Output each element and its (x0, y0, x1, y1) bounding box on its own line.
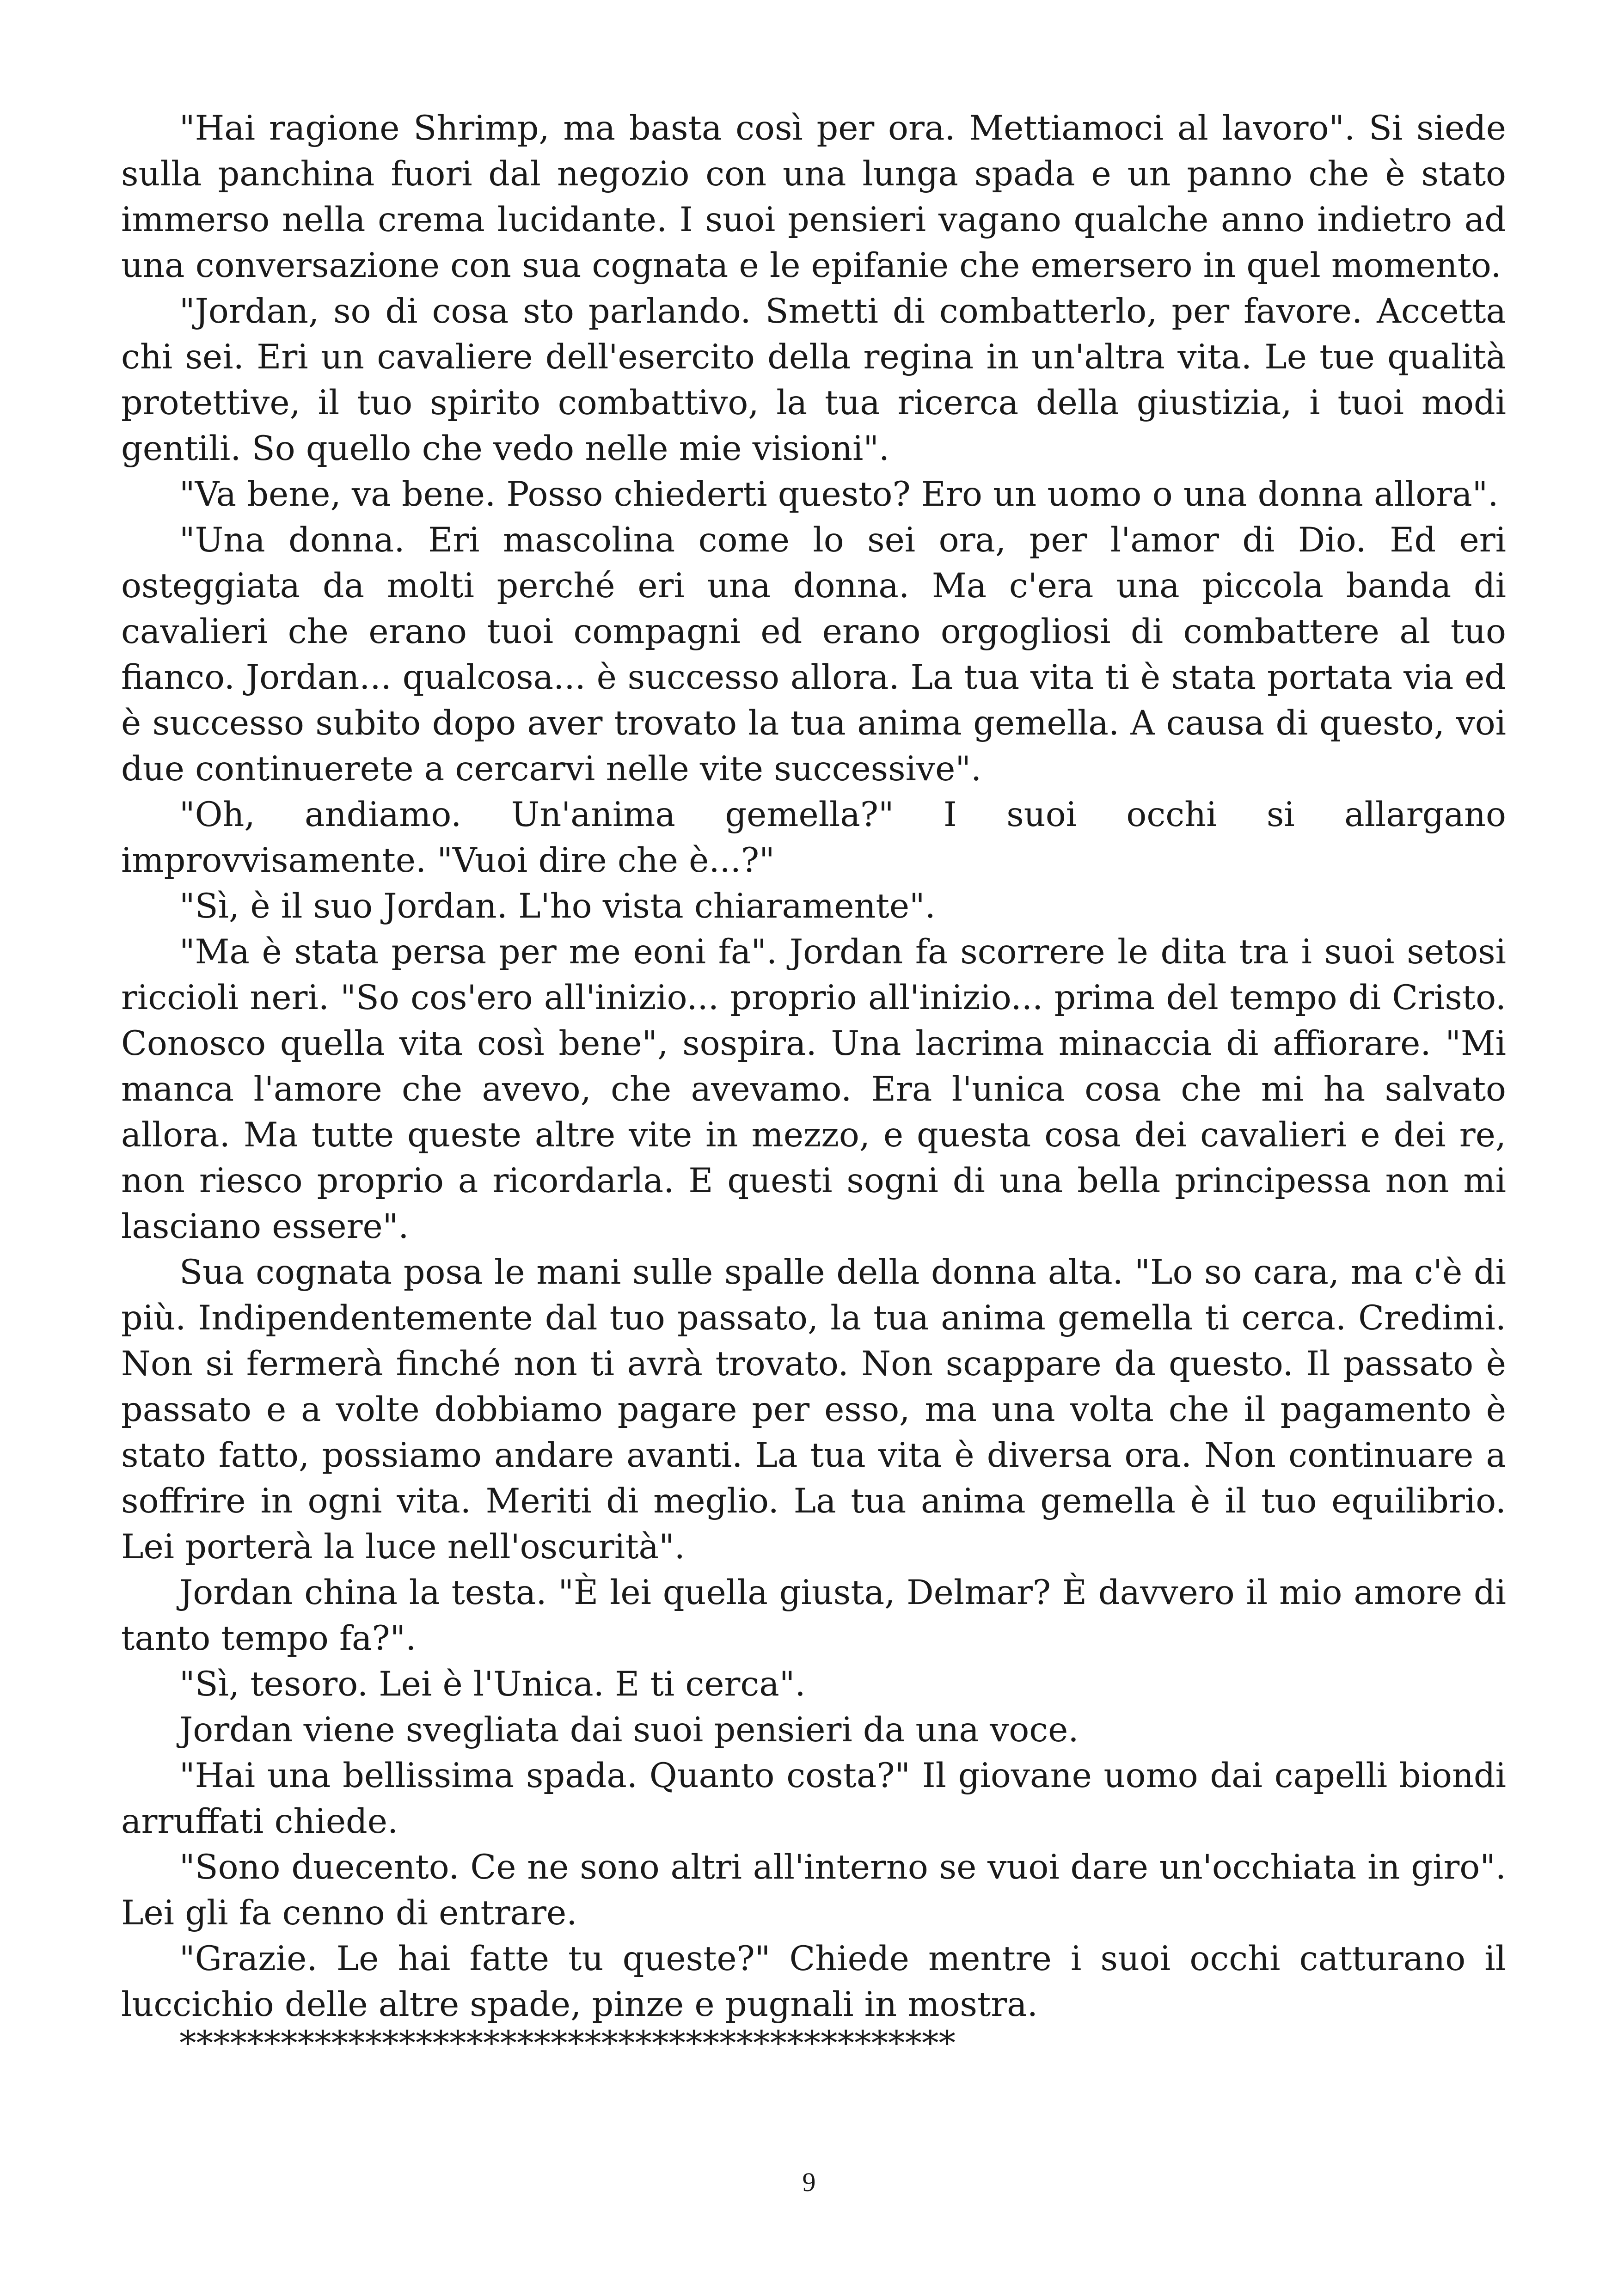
paragraph: "Sono duecento. Ce ne sono altri all'interno se vuoi dare un'occhiata in giro". Lei gli fa cenno di entrare. (121, 1848, 1506, 1933)
page-number: 9 (802, 2167, 816, 2197)
paragraph: "Sì, è il suo Jordan. L'ho vista chiaramente". (179, 887, 936, 926)
paragraph: "Oh, andiamo. Un'anima gemella?" I suoi occhi si allargano improvvisamente. "Vuoi dire che è...?" (121, 795, 1506, 880)
paragraph: "Va bene, va bene. Posso chiederti questo? Ero un uomo o una donna allora". (179, 475, 1499, 514)
paragraph: "Sì, tesoro. Lei è l'Unica. E ti cerca". (179, 1665, 806, 1704)
paragraph: Sua cognata posa le mani sulle spalle della donna alta. "Lo so cara, ma c'è di più. Indipendentemente dal tuo passato, la tua anima gemella ti cerca. Credimi. Non si fermerà finché non ti avrà trovato. Non scappare da questo. Il passato è passato e a volte dobbiamo pagare per esso, ma una volta che il pagamento è stato fatto, possiamo andare avanti. La tua vita è diversa ora. Non continuare a soffrire in ogni vita. Meriti di meglio. La tua anima gemella è il tuo equilibrio. Lei porterà la luce nell'oscurità". (121, 1253, 1506, 1567)
paragraph: "Una donna. Eri mascolina come lo sei ora, per l'amor di Dio. Ed eri osteggiata da molti perché eri una donna. Ma c'era una piccola banda di cavalieri che erano tuoi compagni ed erano orgogliosi di combattere al tuo fianco. Jordan... qualcosa... è successo allora. La tua vita ti è stata portata via ed è successo subito dopo aver trovato la tua anima gemella. A causa di questo, voi due continuerete a cercarvi nelle vite successive". (121, 520, 1506, 789)
paragraph: "Ma è stata persa per me eoni fa". Jordan fa scorrere le dita tra i suoi setosi riccioli neri. "So cos'ero all'inizio... proprio all'inizio... prima del tempo di Cristo. Conosco quella vita così bene", sospira. Una lacrima minaccia di affiorare. "Mi manca l'amore che avevo, che avevamo. Era l'unica cosa che mi ha salvato allora. Ma tutte queste altre vite in mezzo, e questa cosa dei cavalieri e dei re, non riesco proprio a ricordarla. E questi sogni di una bella principessa non mi lasciano essere". (121, 932, 1506, 1246)
paragraph: Jordan china la testa. "È lei quella giusta, Delmar? È davvero il mio amore di tanto tempo fa?". (121, 1573, 1506, 1658)
paragraph: "Hai ragione Shrimp, ma basta così per ora. Mettiamoci al lavoro". Si siede sulla panchina fuori dal negozio con una lunga spada e un panno che è stato immerso nella crema lucidante. I suoi pensieri vagano qualche anno indietro ad una conversazione con sua cognata e le epifanie che emersero in quel momento. (121, 109, 1506, 285)
scene-separator: ********************************************** (179, 2027, 956, 2060)
paragraph: Jordan viene svegliata dai suoi pensieri da una voce. (179, 1710, 1079, 1750)
body-text (121, 105, 1506, 2060)
paragraph: "Grazie. Le hai fatte tu queste?" Chiede mentre i suoi occhi catturano il luccichio delle altre spade, pinze e pugnali in mostra. (121, 1939, 1506, 2024)
paragraph: "Hai una bellissima spada. Quanto costa?" Il giovane uomo dai capelli biondi arruffati chiede. (121, 1756, 1506, 1841)
paragraph: "Jordan, so di cosa sto parlando. Smetti di combatterlo, per favore. Accetta chi sei. Eri un cavaliere dell'esercito della regina in un'altra vita. Le tue qualità protettive, il tuo spirito combattivo, la tua ricerca della giustizia, i tuoi modi gentili. So quello che vedo nelle mie visioni". (121, 292, 1506, 468)
